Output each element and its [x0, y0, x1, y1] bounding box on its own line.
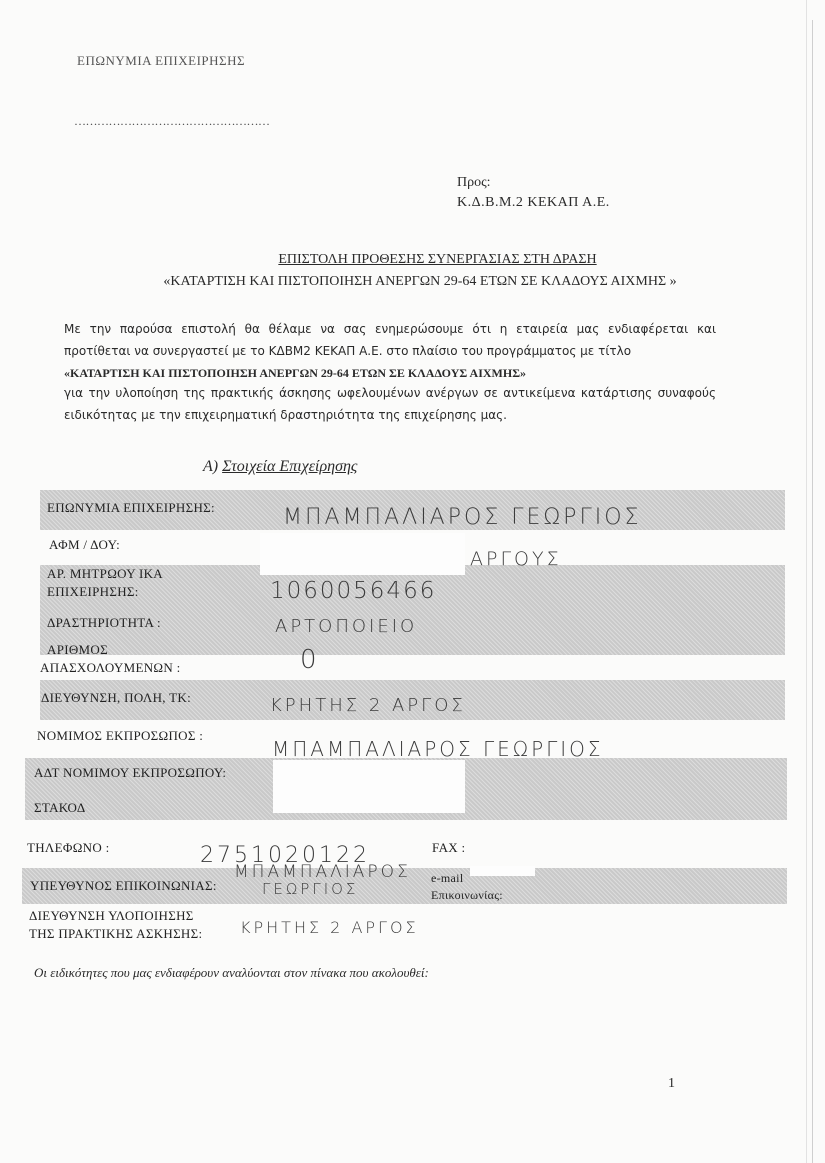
activity-label: ΔΡΑΣΤΗΡΙΟΤΗΤΑ :: [47, 615, 161, 630]
intro-program-title: «ΚΑΤΑΡΤΙΣΗ ΚΑΙ ΠΙΣΤΟΠΟΙΗΣΗ ΑΝΕΡΓΩΝ 29-64 ΕΤΩΝ ΣΕ ΚΛΑΔΟΥΣ ΑΙΧΜΗΣ»: [64, 366, 527, 380]
scan-edge-line: [812, 20, 813, 1163]
legal-rep-value[interactable]: ΜΠΑΜΠΑΛΙΑΡΟΣ ΓΕΩΡΓΙΟΣ: [272, 737, 604, 761]
activity-value[interactable]: ΑΡΤΟΠΟΙΕΙΟ: [275, 616, 418, 637]
afm-label: ΑΦΜ / ΔΟΥ:: [49, 537, 120, 552]
redacted-afm: [260, 533, 465, 575]
phone-value[interactable]: 2751020122: [200, 843, 370, 868]
contact-person-label: ΥΠΕΥΘΥΝΟΣ ΕΠΙΚΟΙΝΩΝΙΑΣ:: [30, 878, 217, 893]
page-number: 1: [668, 1076, 675, 1091]
employees-label-line2: ΑΠΑΣΧΟΛΟΥΜΕΝΩΝ :: [40, 660, 181, 675]
fax-label: FAX :: [432, 840, 466, 855]
legal-rep-label: ΝΟΜΙΜΟΣ ΕΚΠΡΟΣΩΠΟΣ :: [37, 728, 204, 743]
contact-person-value-line2[interactable]: ΓΕΩΡΓΙΟΣ: [262, 880, 359, 898]
practice-address-label-line1: ΔΙΕΥΘΥΝΣΗ ΥΛΟΠΟΙΗΣΗΣ: [29, 908, 194, 923]
intro-paragraph-text: Με την παρούσα επιστολή θα θέλαμε να σας ενημερώσουμε ότι η εταιρεία μας ενδιαφέρεται και προτίθεται να συνεργαστεί με το ΚΔΒΜ2 ΚΕΚΑΠ Α.Ε. στο πλαίσιο του προγράμματος με τίτλο: [64, 322, 716, 358]
email-label-line2: Επικοινωνίας:: [431, 888, 503, 902]
purpose-paragraph: για την υλοποίηση της πρακτικής άσκησης ωφελουμένων ανέργων σε αντικείμενα κατάρτισης συναφούς ειδικότητας με την επιχειρηματική δραστηριότητα της επιχείρησης μας.: [64, 386, 716, 422]
section-prefix: Α): [203, 458, 223, 475]
company-name-value[interactable]: ΜΠΑΜΠΑΛΙΑΡΟΣ ΓΕΩΡΓΙΟΣ: [283, 505, 642, 530]
registry-value[interactable]: 1060056466: [270, 578, 437, 604]
practice-address-label-line2: ΤΗΣ ΠΡΑΚΤΙΚΗΣ ΑΣΚΗΣΗΣ:: [29, 926, 203, 941]
company-name-header: ΕΠΩΝΥΜΙΑ ΕΠΙΧΕΙΡΗΣΗΣ: [77, 53, 246, 68]
employees-value[interactable]: 0: [300, 645, 320, 675]
address-label: ΔΙΕΥΘΥΝΣΗ, ΠΟΛΗ, ΤΚ:: [41, 690, 192, 705]
section-heading: [203, 458, 357, 476]
registry-label-line2: ΕΠΙΧΕΙΡΗΣΗΣ:: [47, 584, 139, 599]
scan-edge-line: [806, 0, 807, 1163]
program-title: «ΚΑΤΑΡΤΙΣΗ ΚΑΙ ΠΙΣΤΟΠΟΙΗΣΗ ΑΝΕΡΓΩΝ 29-64 ΕΤΩΝ ΣΕ ΚΛΑΔΟΥΣ ΑΙΧΜΗΣ »: [163, 274, 677, 289]
phone-label: ΤΗΛΕΦΩΝΟ :: [27, 840, 110, 855]
contact-person-value-line1[interactable]: ΜΠΑΜΠΑΛΙΑΡΟΣ: [234, 862, 411, 882]
registry-label-line1: ΑΡ. ΜΗΤΡΩΟΥ ΙΚΑ: [47, 566, 163, 581]
section-title: Στοιχεία Επιχείρησης: [222, 458, 358, 475]
company-name-label: ΕΠΩΝΥΜΙΑ ΕΠΙΧΕΙΡΗΣΗΣ:: [47, 500, 215, 515]
email-label-line1: e-mail: [431, 871, 464, 885]
legal-rep-id-label: ΑΔΤ ΝΟΜΙΜΟΥ ΕΚΠΡΟΣΩΠΟΥ:: [34, 765, 227, 780]
practice-address-value[interactable]: ΚΡΗΤΗΣ 2 ΑΡΓΟΣ: [240, 918, 419, 937]
stakod-label: ΣΤΑΚΟΔ: [34, 800, 86, 815]
redacted-contact-gap: [470, 866, 535, 876]
employees-label-line1: ΑΡΙΘΜΟΣ: [47, 642, 108, 657]
company-name-dotted-line: ……………………………………………: [74, 114, 270, 128]
recipient-name: Κ.Δ.Β.Μ.2 ΚΕΚΑΠ Α.Ε.: [457, 195, 610, 210]
letter-title: ΕΠΙΣΤΟΛΗ ΠΡΟΘΕΣΗΣ ΣΥΝΕΡΓΑΣΙΑΣ ΣΤΗ ΔΡΑΣΗ: [278, 252, 597, 267]
address-value[interactable]: ΚΡΗΤΗΣ 2 ΑΡΓΟΣ: [270, 695, 466, 716]
redacted-rep-id: [273, 760, 465, 813]
to-label: Προς:: [457, 175, 491, 190]
afm-value[interactable]: ΑΡΓΟΥΣ: [470, 548, 562, 570]
intro-paragraph: [64, 318, 716, 384]
specialties-note: Οι ειδικότητες που μας ενδιαφέρουν αναλύονται στον πίνακα που ακολουθεί:: [34, 965, 429, 980]
